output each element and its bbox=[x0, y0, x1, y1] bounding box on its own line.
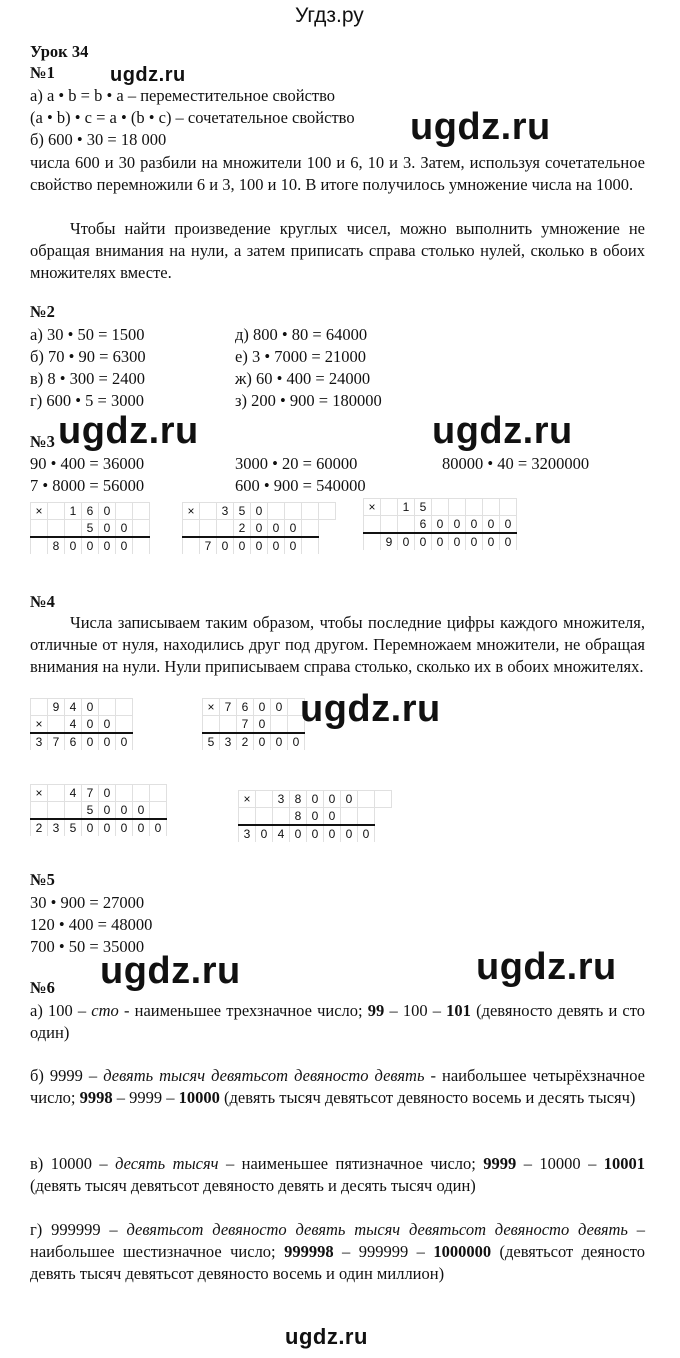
grid-cell: 8 bbox=[290, 808, 307, 826]
grid-cell bbox=[200, 503, 217, 520]
task-3-equation: 90 • 400 = 36000 bbox=[30, 454, 145, 473]
grid-cell bbox=[302, 537, 319, 554]
text: – наименьшее пятизначное число; bbox=[218, 1154, 484, 1173]
grid-cell bbox=[466, 499, 483, 516]
grid-cell bbox=[31, 520, 48, 538]
grid-cell bbox=[432, 499, 449, 516]
grid-cell: 0 bbox=[268, 520, 285, 538]
grid-cell: 0 bbox=[290, 825, 307, 842]
grid-cell: 0 bbox=[324, 825, 341, 842]
grid-cell: 8 bbox=[48, 537, 65, 554]
task-2-left-column bbox=[30, 324, 146, 412]
grid-cell bbox=[48, 716, 65, 734]
task-5-item: 700 • 50 = 35000 bbox=[30, 937, 145, 956]
task-1-paragraph-2: Чтобы найти произведение круглых чисел, можно выполнить умножение не обращая внимания на нули, а затем приписать справа столько нулей, сколько в обоих множителях вместе. bbox=[30, 219, 645, 282]
grid-row bbox=[31, 520, 150, 538]
grid-cell: 5 bbox=[234, 503, 251, 520]
watermark[interactable]: ugdz.ru bbox=[285, 1324, 368, 1349]
grid-cell bbox=[65, 802, 82, 820]
grid-cell: 0 bbox=[82, 537, 99, 554]
grid-cell: 2 bbox=[31, 819, 48, 836]
grid-cell bbox=[200, 520, 217, 538]
grid-cell: 0 bbox=[398, 533, 415, 550]
watermark: ugdz.ru bbox=[410, 106, 551, 148]
text: (девятьсот деяносто девять тысяч девятьсот девяносто восемь и один миллион) bbox=[30, 1242, 645, 1283]
task-2-number: №2 bbox=[30, 302, 55, 321]
bold-number: 10000 bbox=[178, 1088, 220, 1107]
task-5-item: 30 • 900 = 27000 bbox=[30, 893, 145, 912]
grid-cell bbox=[449, 499, 466, 516]
grid-cell: 0 bbox=[99, 537, 116, 554]
grid-cell bbox=[183, 537, 200, 554]
grid-cell bbox=[319, 503, 336, 520]
text: (девять тысяч девятьсот девяносто восемь и десять тысяч) bbox=[219, 1088, 636, 1107]
task-6-number: №6 bbox=[30, 978, 55, 997]
bold-number: 9999 bbox=[483, 1154, 517, 1173]
grid-cell bbox=[133, 503, 150, 520]
grid-row bbox=[203, 716, 305, 734]
grid-cell: 0 bbox=[116, 819, 133, 836]
task-5-number: №5 bbox=[30, 870, 55, 889]
task-5-list bbox=[30, 892, 152, 958]
grid-cell: 0 bbox=[234, 537, 251, 554]
grid-cell bbox=[381, 499, 398, 516]
lesson-title: Урок 34 bbox=[30, 42, 89, 61]
bold-number: 1000000 bbox=[433, 1242, 492, 1261]
site-header[interactable]: Угдз.ру bbox=[295, 4, 364, 27]
grid-row bbox=[31, 819, 167, 836]
grid-cell: 0 bbox=[99, 716, 116, 734]
grid-cell bbox=[220, 716, 237, 734]
grid-cell: 0 bbox=[324, 808, 341, 826]
watermark: ugdz.ru bbox=[110, 64, 186, 86]
grid-cell: 5 bbox=[203, 733, 220, 750]
text: - наименьшее трехзначное число; bbox=[118, 1001, 368, 1020]
grid-cell: 7 bbox=[200, 537, 217, 554]
grid-cell bbox=[31, 699, 48, 716]
grid-cell: 0 bbox=[99, 819, 116, 836]
text: – 10000 – bbox=[516, 1154, 604, 1173]
grid-cell bbox=[483, 499, 500, 516]
task-2-right-column bbox=[235, 324, 382, 412]
grid-row bbox=[203, 699, 305, 716]
grid-cell: 0 bbox=[415, 533, 432, 550]
bold-number: 101 bbox=[446, 1001, 471, 1020]
grid-cell: 0 bbox=[271, 733, 288, 750]
grid-cell: 6 bbox=[415, 516, 432, 534]
grid-cell bbox=[358, 791, 375, 808]
grid-row bbox=[239, 808, 392, 826]
grid-cell: 3 bbox=[48, 819, 65, 836]
grid-row bbox=[203, 733, 305, 750]
task-3-equation: 600 • 900 = 540000 bbox=[235, 476, 366, 495]
grid-row bbox=[239, 791, 392, 808]
text: б) 9999 – bbox=[30, 1066, 104, 1085]
italic-text: девять тысяч девятьсот девяносто девять bbox=[103, 1066, 425, 1085]
grid-cell bbox=[364, 533, 381, 550]
grid-cell: 3 bbox=[217, 503, 234, 520]
grid-cell: 0 bbox=[358, 825, 375, 842]
bold-number: 999998 bbox=[284, 1242, 334, 1261]
column-multiplication-grid bbox=[363, 498, 517, 550]
grid-cell: 0 bbox=[307, 808, 324, 826]
grid-cell: 0 bbox=[82, 716, 99, 734]
grid-row bbox=[31, 503, 150, 520]
grid-cell: 5 bbox=[82, 802, 99, 820]
grid-cell: 3 bbox=[273, 791, 290, 808]
task-1-line-a2: (a • b) • c = a • (b • c) – сочетательное свойство bbox=[30, 108, 355, 127]
text: – наибольшее шестизначное число; bbox=[30, 1220, 646, 1261]
task-2-item: ж) 60 • 400 = 24000 bbox=[235, 369, 371, 388]
column-multiplication-grid bbox=[238, 790, 392, 842]
grid-cell: 7 bbox=[220, 699, 237, 716]
grid-cell: 0 bbox=[99, 503, 116, 520]
grid-cell: 0 bbox=[432, 516, 449, 534]
grid-cell: 0 bbox=[254, 733, 271, 750]
task-1-number: №1 bbox=[30, 63, 55, 82]
column-multiplication-grid bbox=[30, 502, 150, 554]
grid-cell: 8 bbox=[290, 791, 307, 808]
grid-cell: 0 bbox=[500, 516, 517, 534]
grid-row bbox=[364, 533, 517, 550]
grid-cell bbox=[239, 808, 256, 826]
task-2-item: з) 200 • 900 = 180000 bbox=[235, 391, 382, 410]
grid-cell: 9 bbox=[48, 699, 65, 716]
grid-cell: 4 bbox=[65, 785, 82, 802]
grid-row bbox=[183, 520, 336, 538]
grid-cell: 0 bbox=[251, 537, 268, 554]
grid-cell: 0 bbox=[483, 516, 500, 534]
grid-row bbox=[364, 516, 517, 534]
grid-cell: 1 bbox=[398, 499, 415, 516]
grid-cell bbox=[183, 520, 200, 538]
grid-cell bbox=[398, 516, 415, 534]
grid-cell bbox=[302, 520, 319, 538]
grid-cell: 0 bbox=[271, 699, 288, 716]
italic-text: девятьсот девяносто девять тысяч девятьсот девяносто девять bbox=[126, 1220, 628, 1239]
task-3-equation: 80000 • 40 = 3200000 bbox=[442, 454, 590, 473]
grid-cell bbox=[375, 791, 392, 808]
task-6-item-c bbox=[30, 1153, 645, 1197]
task-1-line-a: а) a • b = b • a – переместительное свойство bbox=[30, 86, 336, 105]
task-6-item-b bbox=[30, 1065, 645, 1109]
grid-cell bbox=[217, 520, 234, 538]
italic-text: сто bbox=[91, 1001, 119, 1020]
grid-row bbox=[31, 716, 133, 734]
grid-cell: 0 bbox=[99, 520, 116, 538]
grid-cell: 0 bbox=[99, 785, 116, 802]
grid-cell: 0 bbox=[449, 516, 466, 534]
grid-cell: 3 bbox=[31, 733, 48, 750]
grid-row bbox=[31, 699, 133, 716]
grid-cell: 7 bbox=[82, 785, 99, 802]
grid-cell: 0 bbox=[217, 537, 234, 554]
grid-cell: 0 bbox=[254, 716, 271, 734]
task-6-item-a bbox=[30, 1000, 645, 1044]
grid-row bbox=[31, 733, 133, 750]
grid-cell: 0 bbox=[82, 733, 99, 750]
grid-cell: 2 bbox=[234, 520, 251, 538]
grid-cell: 0 bbox=[133, 819, 150, 836]
grid-cell: 0 bbox=[150, 819, 167, 836]
grid-cell bbox=[48, 785, 65, 802]
grid-cell bbox=[133, 520, 150, 538]
task-2-item: б) 70 • 90 = 6300 bbox=[30, 347, 146, 366]
task-1-line-b: б) 600 • 30 = 18 000 bbox=[30, 130, 167, 149]
grid-cell: 0 bbox=[324, 791, 341, 808]
text: а) 100 – bbox=[30, 1001, 92, 1020]
grid-cell bbox=[364, 516, 381, 534]
bold-number: 10001 bbox=[603, 1154, 646, 1173]
grid-cell: 0 bbox=[251, 520, 268, 538]
grid-cell: 0 bbox=[99, 802, 116, 820]
grid-cell bbox=[341, 808, 358, 826]
grid-cell: 0 bbox=[432, 533, 449, 550]
grid-cell: 0 bbox=[307, 791, 324, 808]
bold-number: 9998 bbox=[79, 1088, 113, 1107]
grid-cell bbox=[150, 785, 167, 802]
grid-row bbox=[31, 802, 167, 820]
grid-cell bbox=[268, 503, 285, 520]
text: – 100 – bbox=[384, 1001, 447, 1020]
grid-cell: 0 bbox=[256, 825, 273, 842]
grid-cell bbox=[133, 785, 150, 802]
grid-cell: 2 bbox=[237, 733, 254, 750]
grid-row bbox=[183, 537, 336, 554]
text: – 999999 – bbox=[333, 1242, 434, 1261]
grid-cell: × bbox=[31, 785, 48, 802]
grid-cell: × bbox=[364, 499, 381, 516]
grid-cell: 0 bbox=[449, 533, 466, 550]
task-3-equation: 7 • 8000 = 56000 bbox=[30, 476, 145, 495]
column-multiplication-grid bbox=[182, 502, 336, 554]
grid-cell bbox=[256, 791, 273, 808]
grid-cell bbox=[381, 516, 398, 534]
grid-cell bbox=[358, 808, 375, 826]
grid-cell: × bbox=[31, 716, 48, 734]
grid-cell: 0 bbox=[116, 537, 133, 554]
grid-row bbox=[183, 503, 336, 520]
grid-cell bbox=[150, 802, 167, 820]
grid-cell: 0 bbox=[285, 537, 302, 554]
watermark: ugdz.ru bbox=[300, 688, 441, 730]
grid-cell: 0 bbox=[82, 699, 99, 716]
grid-cell: 0 bbox=[288, 733, 305, 750]
italic-text: десять тысяч bbox=[115, 1154, 219, 1173]
grid-cell: 4 bbox=[65, 716, 82, 734]
grid-cell bbox=[500, 499, 517, 516]
text: – 9999 – bbox=[112, 1088, 179, 1107]
grid-cell: × bbox=[31, 503, 48, 520]
grid-cell: × bbox=[183, 503, 200, 520]
grid-cell bbox=[116, 716, 133, 734]
task-2-item: г) 600 • 5 = 3000 bbox=[30, 391, 144, 410]
grid-cell: 0 bbox=[268, 537, 285, 554]
grid-cell: 7 bbox=[48, 733, 65, 750]
grid-cell: 0 bbox=[483, 533, 500, 550]
grid-cell bbox=[133, 537, 150, 554]
grid-cell: 0 bbox=[466, 516, 483, 534]
task-4-number: №4 bbox=[30, 592, 55, 611]
task-2-item: д) 800 • 80 = 64000 bbox=[235, 325, 368, 344]
grid-cell: 1 bbox=[65, 503, 82, 520]
grid-row bbox=[31, 537, 150, 554]
grid-cell: 5 bbox=[82, 520, 99, 538]
grid-cell bbox=[116, 699, 133, 716]
grid-cell: 0 bbox=[65, 537, 82, 554]
grid-cell bbox=[31, 802, 48, 820]
task-2-item: а) 30 • 50 = 1500 bbox=[30, 325, 145, 344]
grid-cell: 0 bbox=[254, 699, 271, 716]
grid-cell: 0 bbox=[116, 520, 133, 538]
task-5-item: 120 • 400 = 48000 bbox=[30, 915, 153, 934]
grid-cell bbox=[203, 716, 220, 734]
grid-cell: 0 bbox=[116, 802, 133, 820]
task-1-paragraph-1: числа 600 и 30 разбили на множители 100 и 6, 10 и 3. Затем, используя сочетательное свойство перемножили 6 и 3, 100 и 10. В итоге получилось умножение числа на 1000. bbox=[30, 153, 645, 194]
grid-cell bbox=[302, 503, 319, 520]
watermark: ugdz.ru bbox=[100, 950, 241, 992]
grid-cell: 3 bbox=[239, 825, 256, 842]
grid-cell: 6 bbox=[237, 699, 254, 716]
text: (девять тысяч девятьсот девяносто девять и десять тысяч один) bbox=[30, 1176, 476, 1195]
grid-cell: 0 bbox=[307, 825, 324, 842]
grid-cell: 0 bbox=[133, 802, 150, 820]
grid-cell: 6 bbox=[65, 733, 82, 750]
grid-cell: 0 bbox=[341, 791, 358, 808]
task-4-paragraph: Числа записываем таким образом, чтобы последние цифры каждого множителя, отличные от нуля, находились друг под другом. Перемножаем множители, не обращая внимания на нули. Нули приписываем справа столько, сколько их в обоих множителях. bbox=[30, 613, 645, 676]
task-3-number: №3 bbox=[30, 432, 55, 451]
watermark: ugdz.ru bbox=[476, 946, 617, 988]
grid-cell: 5 bbox=[415, 499, 432, 516]
grid-cell bbox=[48, 802, 65, 820]
grid-cell bbox=[116, 503, 133, 520]
text: (девяносто девять и сто один) bbox=[30, 1001, 646, 1042]
task-2-item: е) 3 • 7000 = 21000 bbox=[235, 347, 367, 366]
grid-cell: 3 bbox=[220, 733, 237, 750]
grid-cell bbox=[273, 808, 290, 826]
grid-cell: 0 bbox=[285, 520, 302, 538]
grid-cell: 4 bbox=[273, 825, 290, 842]
grid-cell: 0 bbox=[500, 533, 517, 550]
column-multiplication-grid bbox=[30, 784, 167, 836]
watermark: ugdz.ru bbox=[58, 410, 199, 452]
grid-cell: 0 bbox=[82, 819, 99, 836]
grid-cell: × bbox=[239, 791, 256, 808]
grid-cell bbox=[31, 537, 48, 554]
text: в) 10000 – bbox=[30, 1154, 116, 1173]
grid-cell bbox=[99, 699, 116, 716]
grid-cell: × bbox=[203, 699, 220, 716]
grid-cell: 6 bbox=[82, 503, 99, 520]
grid-cell: 0 bbox=[251, 503, 268, 520]
grid-cell: 9 bbox=[381, 533, 398, 550]
grid-cell bbox=[116, 785, 133, 802]
grid-cell: 4 bbox=[65, 699, 82, 716]
column-multiplication-grid bbox=[30, 698, 133, 750]
grid-cell: 7 bbox=[237, 716, 254, 734]
grid-cell bbox=[256, 808, 273, 826]
text: - наибольшее четырёхзначное число; bbox=[30, 1066, 645, 1107]
bold-number: 99 bbox=[367, 1001, 385, 1020]
grid-cell bbox=[48, 503, 65, 520]
grid-cell: 0 bbox=[466, 533, 483, 550]
grid-cell: 0 bbox=[99, 733, 116, 750]
grid-cell: 0 bbox=[116, 733, 133, 750]
watermark: ugdz.ru bbox=[432, 410, 573, 452]
grid-cell: 5 bbox=[65, 819, 82, 836]
text: г) 999999 – bbox=[30, 1220, 127, 1239]
task-2-item: в) 8 • 300 = 2400 bbox=[30, 369, 145, 388]
grid-cell bbox=[65, 520, 82, 538]
column-multiplication-grid bbox=[202, 698, 305, 750]
grid-cell bbox=[285, 503, 302, 520]
grid-row bbox=[31, 785, 167, 802]
grid-cell: 0 bbox=[341, 825, 358, 842]
grid-row bbox=[239, 825, 392, 842]
grid-row bbox=[364, 499, 517, 516]
grid-cell bbox=[48, 520, 65, 538]
grid-cell bbox=[271, 716, 288, 734]
task-6-item-d bbox=[30, 1219, 645, 1285]
task-3-equation: 3000 • 20 = 60000 bbox=[235, 454, 358, 473]
